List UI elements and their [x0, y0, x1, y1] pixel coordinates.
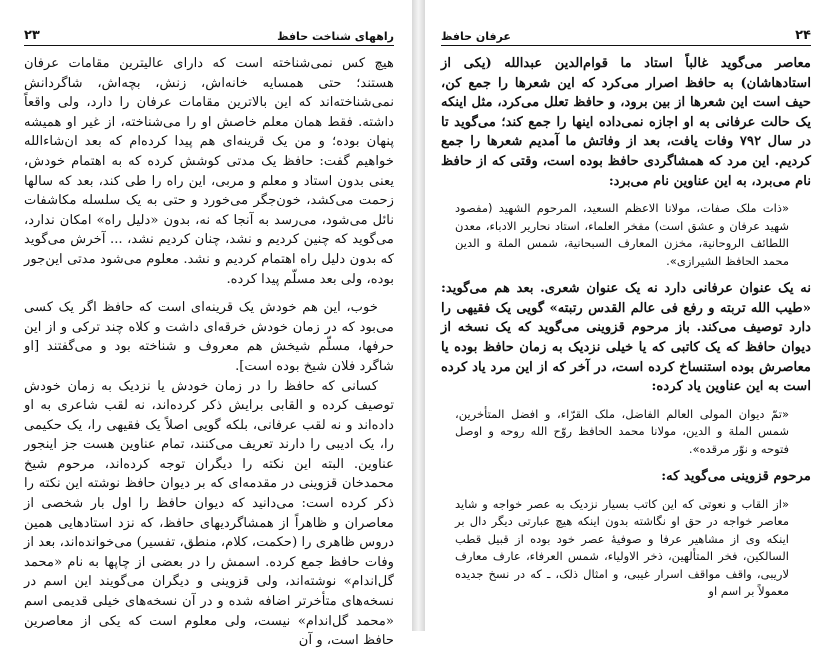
book-gutter — [412, 0, 425, 631]
right-page — [425, 0, 837, 631]
right-paragraph-3-lead: مرحوم قزوینی می‌گوید که: — [661, 469, 811, 485]
left-paragraph-1: هیچ کس نمی‌شناخته است که دارای عالیترین مقامات عرفان هستند؛ حتی همسایه خانه‌اش، زنش، بچه‌اش، شاگردانش نمی‌شناخته‌اند که این بالاترین مقامات عرفان را دارد، ولی واقعاً داشته. فقط همان معلم خاصش او را می‌شناخته، از غیر او همیشه پنهان بوده؛ و من یک قرینه‌ای هم پیدا کرده‌ام که بعد ان‌شاءالله خواهیم گفت: حافظ یک مدتی کوشش کرده که به اهتمام خودش، یعنی بدون استاد و معلم و مربی، این راه را طی کند، بعد که سالها زحمت می‌کشد، خون‌جگر می‌خورد و حتی به یک سلسله مکاشفات نائل می‌شود، می‌رسد به آنجا که نه، بدون «دلیل راه» امکان ندارد، می‌گوید که چنین کردیم و نشد، چنان کردیم نشد، ... آخرش می‌گوید که بدون دلیل راه اهتمام کردیم و نشد. معلوم می‌شود مدتی این‌جور بوده، ولی بعد مسلّم پیدا کرده. — [24, 56, 394, 287]
right-paragraph-1: معاصر می‌گوید غالباً استاد ما قوام‌الدین عبدالله (یکی از استادهاشان) به حافظ اصرار می‌کرد که این شعرها را جمع کن، حیف است این شعرها از بین برود، و حافظ تعلل می‌کرد، مثل اینکه یک حالت عرفانی به او اجازه نمی‌داده اینها را جمع کند؛ می‌گوید تا در سال ۷۹۲ وفات یافت، بعد از وفاتش ما آمدیم شعرها را جمع کردیم. این مرد که همشاگردی حافظ بوده است، وقتی که از حافظ نام می‌برد، به این عناوین نام می‌برد: — [441, 56, 811, 189]
left-running-head — [24, 28, 394, 46]
left-paragraph-3: کسانی که حافظ را در زمان خودش یا نزدیک به زمان خودش توصیف کرده و القابی برایش ذکر کرده‌اند، نه لقب شاعری به او داده‌اند و نه لقب عرفانی، بلکه گویی اصلاً یک فقیهی را، یک حکیمی را، یک ادیبی را دارند تعریف می‌کنند، تمام عناوین هست جز اینجور عناوین. البته این نکته را دیگران توجه کرده‌اند، مرحوم شیخ محمدخان قزوینی در مقدمه‌ای که بر دیوان حافظ نوشته این نکته را ذکر کرده است: می‌دانید که دیوان حافظ را اول بار شخصی از معاصران و ظاهراً از همشاگردیهای حافظ، که نزد استادهایی همین دروس ظاهری را (حکمت، کلام، منطق، تفسیر) می‌خوانده‌اند، بعد از وفات حافظ جمع کرده. اسمش را در بعضی از چاپها به نام «محمد گل‌اندام» نوشته‌اند، ولی قزوینی و دیگران می‌گویند این اسم در نسخه‌های متأخرتر اضافه شده و در آن نسخه‌های خیلی قدیمی اسم «محمد گل‌اندام» نیست، ولی معلوم است که یکی از معاصرین حافظ است، و آن — [24, 378, 394, 649]
right-page-number: ۲۴ — [795, 28, 811, 43]
left-page — [0, 0, 412, 649]
right-quote-1: «ذات ملک صفات، مولانا الاعظم السعید، المرحوم الشهید (مفصود شهید عرفان و عشق است) مفخر العلماء، استاد نحاریر الادباء، معدن اللطائف الروحانیة، مخزن المعارف السبحانیة، شمس الملة و الدین محمد الحافظ الشیرازی». — [455, 201, 789, 268]
left-running-title: راههای شناخت حافظ — [277, 30, 394, 43]
right-quote-3: «از القاب و نعوتی که این کاتب بسیار نزدیک به عصر خواجه و شاید معاصر خواجه در حق او نگاشته بدون اینکه هیچ عبارتی دیگر دال بر اینکه وی از مشاهیر عرفا و صوفیهٔ عصر خود بوده از قبیل قطب السالکین، فخر المتألهین، ذخر الاولیاء، شمس العرفاء، عارف معارف لاریبی، واقف مواقف اسرار غیبی، و امثال ذلک، ـ که در نسخ جدیده معمولاً بر اسم او — [455, 496, 789, 599]
right-paragraph-2: نه یک عنوان عرفانی دارد نه یک عنوان شعری. بعد هم می‌گوید: «طیب الله تربته و رفع فی عالم القدس رتبته» گویی یک فقیهی را دارد توصیف می‌کند. باز مرحوم قزوینی می‌گوید که یک نسخه از دیوان حافظ که یک کاتبی که یا خیلی نزدیک به زمان حافظ بوده یا معاصرش بوده استنساخ کرده است، در آخر که از این مرد یاد کرده است به این عناوین یاد کرده: — [441, 281, 811, 395]
right-quote-2: «تمّ دیوان المولی العالم الفاضل، ملک القرّاء، و افضل المتأخرین، شمس الملة و الدین، مولانا محمد الحافظ روّح الله روحه و اوصل فتوحه و نوّر مرقده». — [455, 406, 789, 456]
right-running-title: عرفان حافظ — [441, 30, 511, 43]
left-paragraph-2: خوب، این هم خودش یک قرینه‌ای است که حافظ اگر یک کسی می‌بود که در زمان خودش خرقه‌ای داشت و کلاه چند ترکی و از این حرفها، مسلّم شیخش هم معروف و شناخته بود و می‌گفتند [او شاگرد فلان شیخ بوده است]. — [24, 300, 394, 374]
right-running-head — [441, 28, 811, 46]
left-page-number: ۲۳ — [24, 28, 40, 43]
